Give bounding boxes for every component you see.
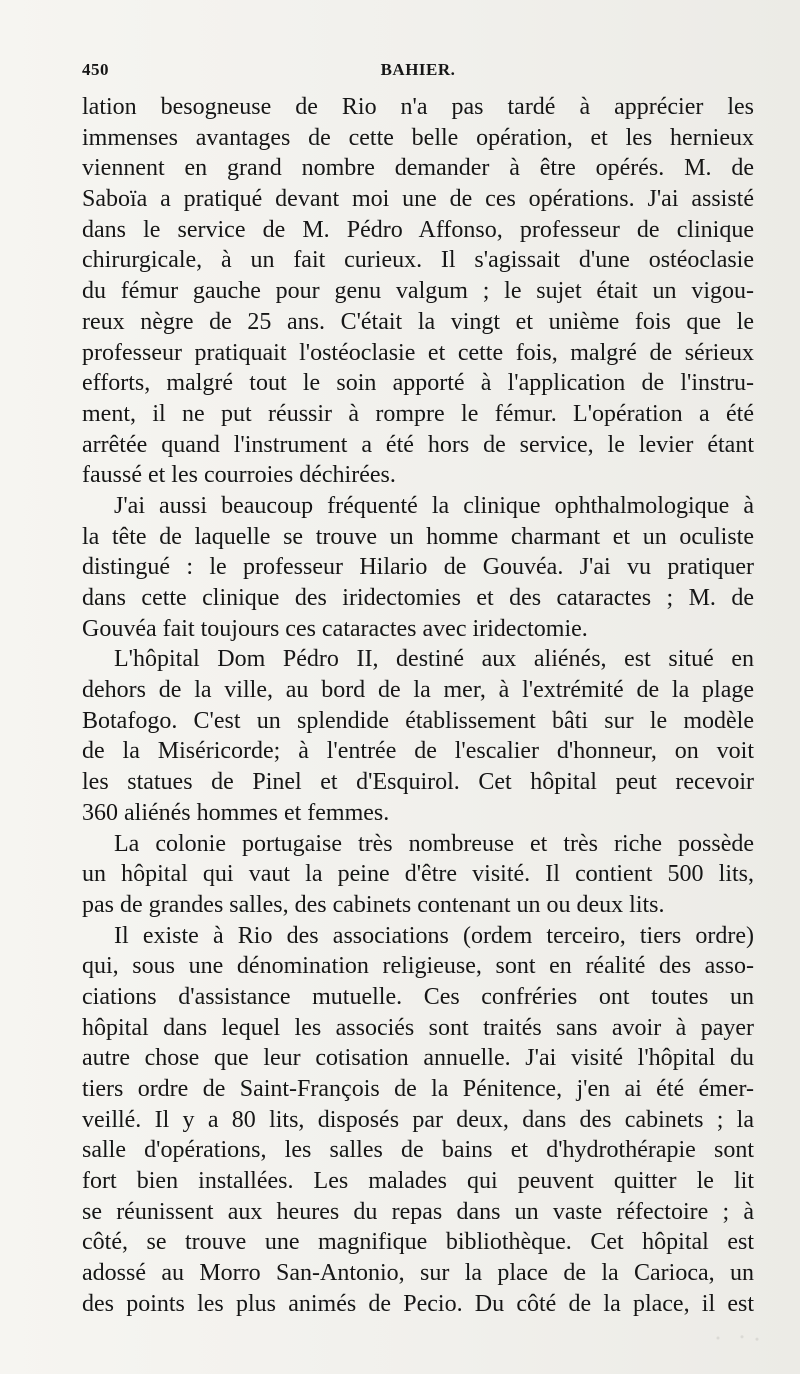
text-line: tiers ordre de Saint-François de la Pénitence, j'en ai été émer-	[82, 1076, 754, 1102]
page-number: 450	[82, 60, 109, 79]
text-line: efforts, malgré tout le soin apporté à l'application de l'instru-	[82, 370, 754, 397]
text-line: arrêtée quand l'instrument a été hors de service, le levier étant	[82, 431, 754, 458]
text-line: chirurgicale, à un fait curieux. Il s'agissait d'une ostéoclasie	[82, 247, 754, 274]
text-line: Gouvéa fait toujours ces cataractes avec iridectomie.	[82, 615, 588, 642]
text-line: se réunissent aux heures du repas dans un vaste réfectoire ; à	[82, 1198, 754, 1225]
text-line: Il existe à Rio des associations (ordem terceiro, tiers ordre)	[114, 922, 754, 949]
text-line: faussé et les courroies déchirées.	[82, 462, 396, 489]
text-line: de la Miséricorde; à l'entrée de l'escalier d'honneur, on voit	[82, 738, 754, 765]
text-line: un hôpital qui vaut la peine d'être visité. Il contient 500 lits,	[82, 861, 754, 888]
text-line: fort bien installées. Les malades qui peuvent quitter le lit	[82, 1168, 754, 1195]
text-line: Saboïa a pratiqué devant moi une de ces opérations. J'ai assisté	[82, 186, 754, 213]
text-line: lation besogneuse de Rio n'a pas tardé à apprécier les	[82, 94, 754, 120]
text-line: veillé. Il y a 80 lits, disposés par deux, dans des cabinets ; la	[82, 1106, 754, 1133]
text-line: dehors de la ville, au bord de la mer, à l'extrémité de la plage	[82, 677, 754, 704]
text-line: les statues de Pinel et d'Esquirol. Cet hôpital peut recevoir	[82, 769, 754, 796]
text-line: L'hôpital Dom Pédro II, destiné aux aliénés, est situé en	[114, 646, 754, 673]
text-line: ciations d'assistance mutuelle. Ces confréries ont toutes un	[82, 983, 754, 1010]
text-line: adossé au Morro San-Antonio, sur la place de la Carioca, un	[82, 1260, 754, 1287]
text-line: autre chose que leur cotisation annuelle. J'ai visité l'hôpital du	[82, 1045, 754, 1072]
text-line: Botafogo. C'est un splendide établissement bâti sur le modèle	[82, 707, 754, 734]
text-line: côté, se trouve une magnifique bibliothèque. Cet hôpital est	[82, 1229, 754, 1256]
text-line: viennent en grand nombre demander à être opérés. M. de	[82, 155, 754, 182]
paper-speckle	[706, 1332, 766, 1344]
text-line: qui, sous une dénomination religieuse, sont en réalité des asso-	[82, 953, 754, 980]
text-line: J'ai aussi beaucoup fréquenté la clinique ophthalmologique à	[114, 492, 754, 519]
text-line: hôpital dans lequel les associés sont traités sans avoir à payer	[82, 1014, 754, 1041]
body-text	[82, 92, 754, 1320]
text-line: la tête de laquelle se trouve un homme charmant et un oculiste	[82, 523, 754, 550]
text-line: pas de grandes salles, des cabinets contenant un ou deux lits.	[82, 891, 665, 918]
text-line: professeur pratiquait l'ostéoclasie et cette fois, malgré de sérieux	[82, 339, 754, 366]
text-line: dans le service de M. Pédro Affonso, professeur de clinique	[82, 216, 754, 243]
text-line: des points les plus animés de Pecio. Du côté de la place, il est	[82, 1290, 754, 1317]
text-line: salle d'opérations, les salles de bains et d'hydrothérapie sont	[82, 1137, 754, 1164]
text-line: immenses avantages de cette belle opération, et les hernieux	[82, 124, 754, 151]
text-line: reux nègre de 25 ans. C'était la vingt et unième fois que le	[82, 308, 754, 335]
text-line: dans cette clinique des iridectomies et des cataractes ; M. de	[82, 585, 754, 611]
text-line: La colonie portugaise très nombreuse et très riche possède	[114, 830, 754, 857]
text-line: distingué : le professeur Hilario de Gouvéa. J'ai vu pratiquer	[82, 554, 754, 581]
text-line: ment, il ne put réussir à rompre le fémur. L'opération a été	[82, 400, 754, 427]
running-head: BAHIER.	[380, 60, 456, 79]
text-line: 360 aliénés hommes et femmes.	[82, 799, 390, 826]
text-line: du fémur gauche pour genu valgum ; le sujet était un vigou-	[82, 278, 754, 305]
page-header	[82, 60, 754, 86]
